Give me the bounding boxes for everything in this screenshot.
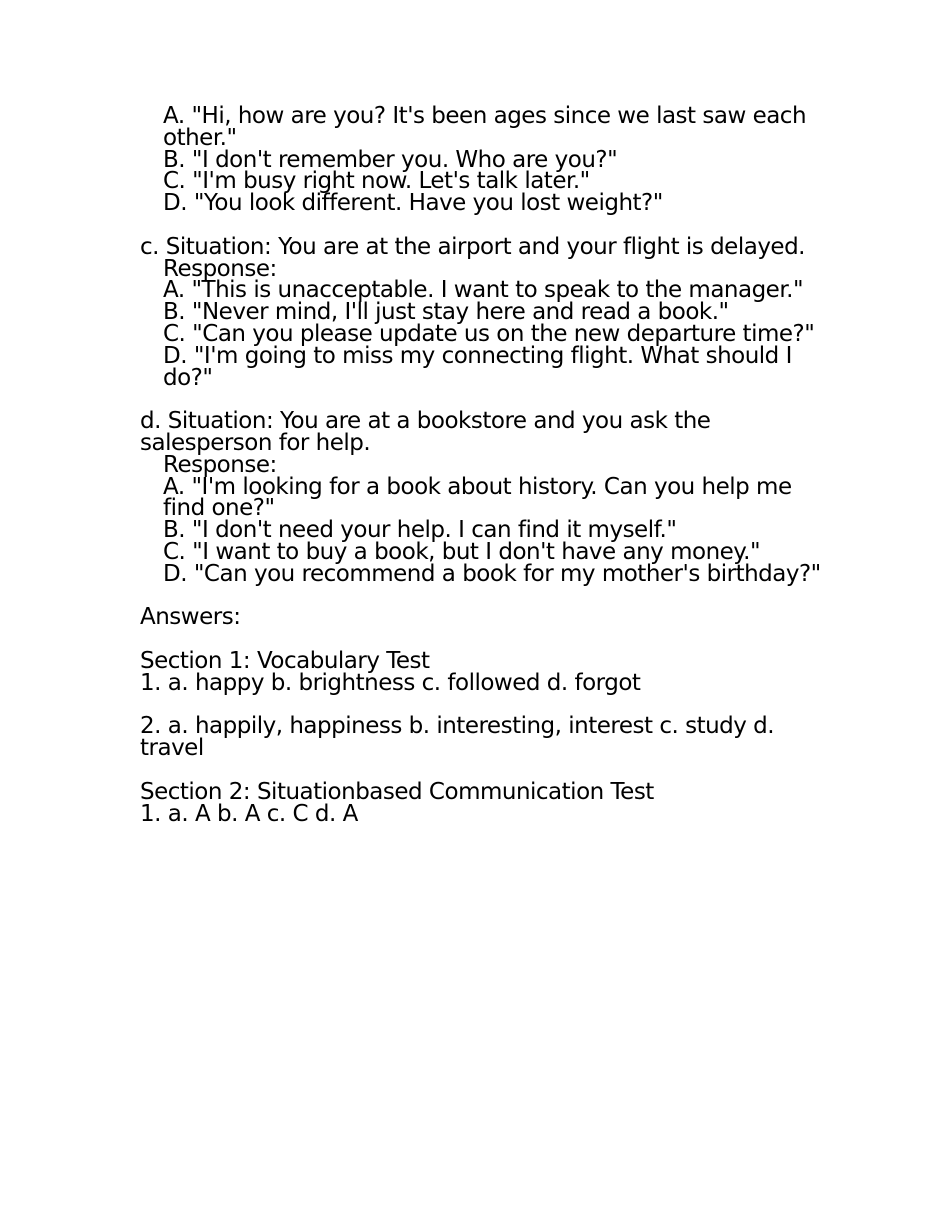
option-c-d: D. "I'm going to miss my connecting flight. What should I do?" xyxy=(163,342,792,391)
option-c-a: A. "This is unacceptable. I want to speak to the manager." xyxy=(163,277,804,304)
option-b-a: A. "Hi, how are you? It's been ages since we last saw each other." xyxy=(163,103,807,151)
question-d-situation: d. Situation: You are at a bookstore and you ask the salesperson for help. xyxy=(140,408,711,456)
question-d xyxy=(140,408,830,587)
option-b-c: C. "I'm busy right now. Let's talk later." xyxy=(163,168,590,195)
option-b-d: D. "You look different. Have you lost weight?" xyxy=(163,190,663,217)
option-c-b: B. "Never mind, I'll just stay here and read a book." xyxy=(163,299,729,326)
section-2-answer-1: 1. a. A b. A c. C d. A xyxy=(140,800,358,827)
question-c-situation: c. Situation: You are at the airport and your flight is delayed. xyxy=(140,233,805,260)
question-c xyxy=(140,233,830,391)
question-d-response-label: Response: xyxy=(163,451,277,478)
answers-section-2 xyxy=(140,778,830,827)
answers-section-1-part-2 xyxy=(140,713,830,762)
question-c-response-label: Response: xyxy=(163,255,277,282)
option-d-d: D. "Can you recommend a book for my mother's birthday?" xyxy=(163,560,821,587)
option-c-c: C. "Can you please update us on the new departure time?" xyxy=(163,320,815,347)
section-1-title: Section 1: Vocabulary Test xyxy=(140,647,430,674)
answers-heading-block xyxy=(140,604,830,631)
option-d-b: B. "I don't need your help. I can find it myself." xyxy=(163,517,677,544)
question-b-options xyxy=(140,103,830,217)
section-2-title: Section 2: Situationbased Communication Test xyxy=(140,778,654,805)
option-b-b: B. "I don't remember you. Who are you?" xyxy=(163,146,618,173)
answers-heading: Answers: xyxy=(140,604,241,631)
section-1-answer-1: 1. a. happy b. brightness c. followed d. forgot xyxy=(140,669,641,696)
option-d-c: C. "I want to buy a book, but I don't have any money." xyxy=(163,538,761,565)
option-d-a: A. "I'm looking for a book about history. Can you help me find one?" xyxy=(163,473,792,522)
section-1-answer-2: 2. a. happily, happiness b. interesting, interest c. study d. travel xyxy=(140,713,775,762)
document-page xyxy=(140,103,830,847)
answers-section-1 xyxy=(140,647,830,696)
